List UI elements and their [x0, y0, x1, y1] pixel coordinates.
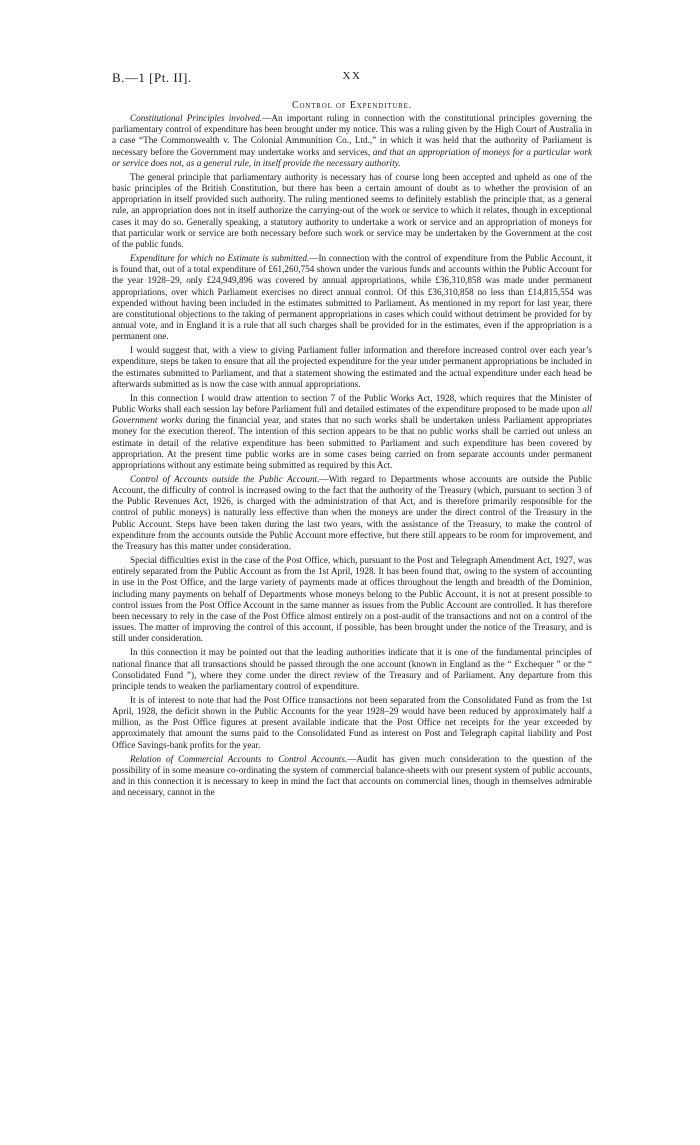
paragraph-public-works-act [112, 393, 592, 471]
document-reference: B.—1 [Pt. II]. [112, 70, 192, 85]
section-heading: Control of Expenditure. [292, 100, 412, 111]
paragraph-text: Special difficulties exist in the case of the Post Office, which, pursuant to the Post and Telegraph Amendment Act, 1927, was entirely separated from the Public Account as from the 1st April, 1928. It has been found that, owing to the system of accounting in use in the Post Office, and the large variety of payments made at offices throughout the length and breadth of the Dominion, including many payments on behalf of Departments whose moneys belong to the Public Account, it is not at present possible to control issues from the Post Office Account in the same manner as issues from the Public Account are controlled. It has therefore been necessary to rely in the case of the Post Office almost entirely on a post-audit of the transactions and not on a control of the issues. The matter of improving the control of this account, if possible, has been brought under the notice of the Treasury, and is still under consideration. [112, 555, 592, 644]
paragraph-post-office [112, 555, 592, 644]
paragraph-text: —With regard to Departments whose accounts are outside the Public Account, the difficulty of control is increased owing to the fact that the authority of the Treasury (which, pursuant to section 3 of the Public Revenues Act, 1926, is charged with the administration of that Act, and is therefore primarily responsible for the control of public moneys) is naturally less effective than when the moneys are under the direct control of the Treasury in the Public Account. Steps have been taken during the last two years, with the assistance of the Treasury, to make the control of expenditure from the accounts outside the Public Account more effective, but there still appears to be room for improvement, and the Treasury has this matter under consideration. [112, 474, 592, 551]
paragraph-text: It is of interest to note that had the Post Office transactions not been separated from the Consolidated Fund as from the 1st April, 1928, the deficit shown in the Public Accounts for the year 1928–29 would have been reduced by approximately half a million, as the Post Office figures at present available indicate that the Post Office net receipts for the year exceeded by approximately that amount the sums paid to the Consolidated Fund as interest on Post and Telegraph capital liability and Post Office Savings-bank profits for the year. [112, 694, 592, 750]
paragraph-text: —Audit has given much consideration to the question of the possibility of in some measure co-ordinating the system of commercial balance-sheets with our present system of public accounts, and in this connection it is necessary to keep in mind the fact that accounts on commercial lines, though in themselves admirable and necessary, cannot in the [112, 753, 592, 798]
paragraph-text: In this connection I would draw attention to section 7 of the Public Works Act, 1928, which requires that the Minister of Public Works shall each session lay before Parliament full and detailed estimates of the expenditure proposed to be made upon [112, 392, 592, 415]
paragraph-expenditure-no-estimate [112, 253, 592, 342]
paragraph-deficit-note [112, 695, 592, 751]
page-number: XX [342, 70, 362, 82]
paragraph-text: The general principle that parliamentary authority is necessary has of course long been accepted and upheld as one of the basic principles of the British Constitution, but there has been a certain amount of doubt as to whether the provision of an appropriation in itself provided such authority. The ruling mentioned seems to definitely establish the principle that, as a general rule, an appropriation does not in itself authorize the carrying-out of the work or service to which it relates, though in exceptional cases it may do so. Generally speaking, a statutory authority to undertake a work or service and an appropriation of moneys for that particular work or service are both necessary before such work or service may be undertaken by the Government at the cost of the public funds. [112, 171, 592, 249]
paragraph-text: In this connection it may be pointed out that the leading authorities indicate that it is one of the fundamental principles of national finance that all transactions should be passed through the one account (known in England as the “ Exchequer ” or the “ Consolidated Fund ”), where they come under the direct review of the Treasury and of Parliament. Any departure from this principle tends to weaken the parliamentary control of expenditure. [112, 647, 592, 691]
paragraph-text: —An important ruling in connection with the constitutional principles governing the parliamentary control of expenditure has been brought under my notice. This was a ruling given by the High Court of Australia in a case “The Commonwealth v. The Colonial Ammunition Co., Ltd.,” in which it was held that the authority of Parliament is necessary before the Government may undertake works and services, [112, 113, 592, 157]
paragraph-lead: Relation of Commercial Accounts to Control Accounts. [130, 753, 348, 764]
paragraph-lead: Expenditure for which no Estimate is submitted. [130, 253, 310, 264]
paragraph-lead: Control of Accounts outside the Public Account. [130, 474, 320, 484]
paragraph-constitutional-principles [112, 113, 592, 169]
paragraph-text: I would suggest that, with a view to giving Parliament fuller information and therefore increased control over each year’s expenditure, steps be taken to ensure that all the projected expenditure for the year under permanent appropriations be included in the estimates submitted to Parliament, and that a statement showing the estimated and the actual expenditure under each head be afterwards submitted as is now the case with annual appropriations. [112, 345, 592, 389]
body-text [112, 100, 592, 801]
paragraph-lead: Constitutional Principles involved. [130, 113, 263, 124]
paragraph-emphasis: all Government works [112, 404, 592, 426]
paragraph-text: —In connection with the control of expenditure from the Public Account, it is found that, out of a total expenditure of £61,260,754 shown under the various funds and accounts within the Public Account for the year 1928–29, only £24,949,896 was covered by annual appropriations, while £36,310,858 was made under permanent appropriations, over which Parliament exercises no direct annual control. Of this £36,310,858 no less than £14,815,554 was expended without having been included in the estimates submitted to Parliament. As mentioned in my report for last year, there are constitutional objections to the taking of permanent appropriations in cases which could without detriment be provided for by annual vote, and in England it is a rule that all such charges shall be provided for in the estimates, even if the appropriation is a permanent one. [112, 253, 592, 342]
paragraph-text-after: during the financial year, and states that no such works shall be undertaken unless Parliament appropriates money for the execution thereof. The intention of this section appears to be that no public works shall be carried out unless an estimate in detail of the relative expenditure has been submitted to Parliament and such expenditure has been covered by appropriation. At the present time public works are in some cases being carried on from separate accounts under permanent appropriations without any estimate being submitted as required by this Act. [112, 415, 592, 470]
running-header [112, 70, 592, 90]
paragraph-general-principle [112, 172, 592, 250]
paragraph-commercial-accounts [112, 754, 592, 799]
paragraph-national-finance [112, 647, 592, 692]
paragraph-suggestion [112, 345, 592, 390]
paragraph-emphasis: and that an appropriation of moneys for a particular work or service does not, as a general rule, in itself provide the necessary authority. [112, 146, 592, 168]
paragraph-control-outside-accounts [112, 474, 592, 552]
